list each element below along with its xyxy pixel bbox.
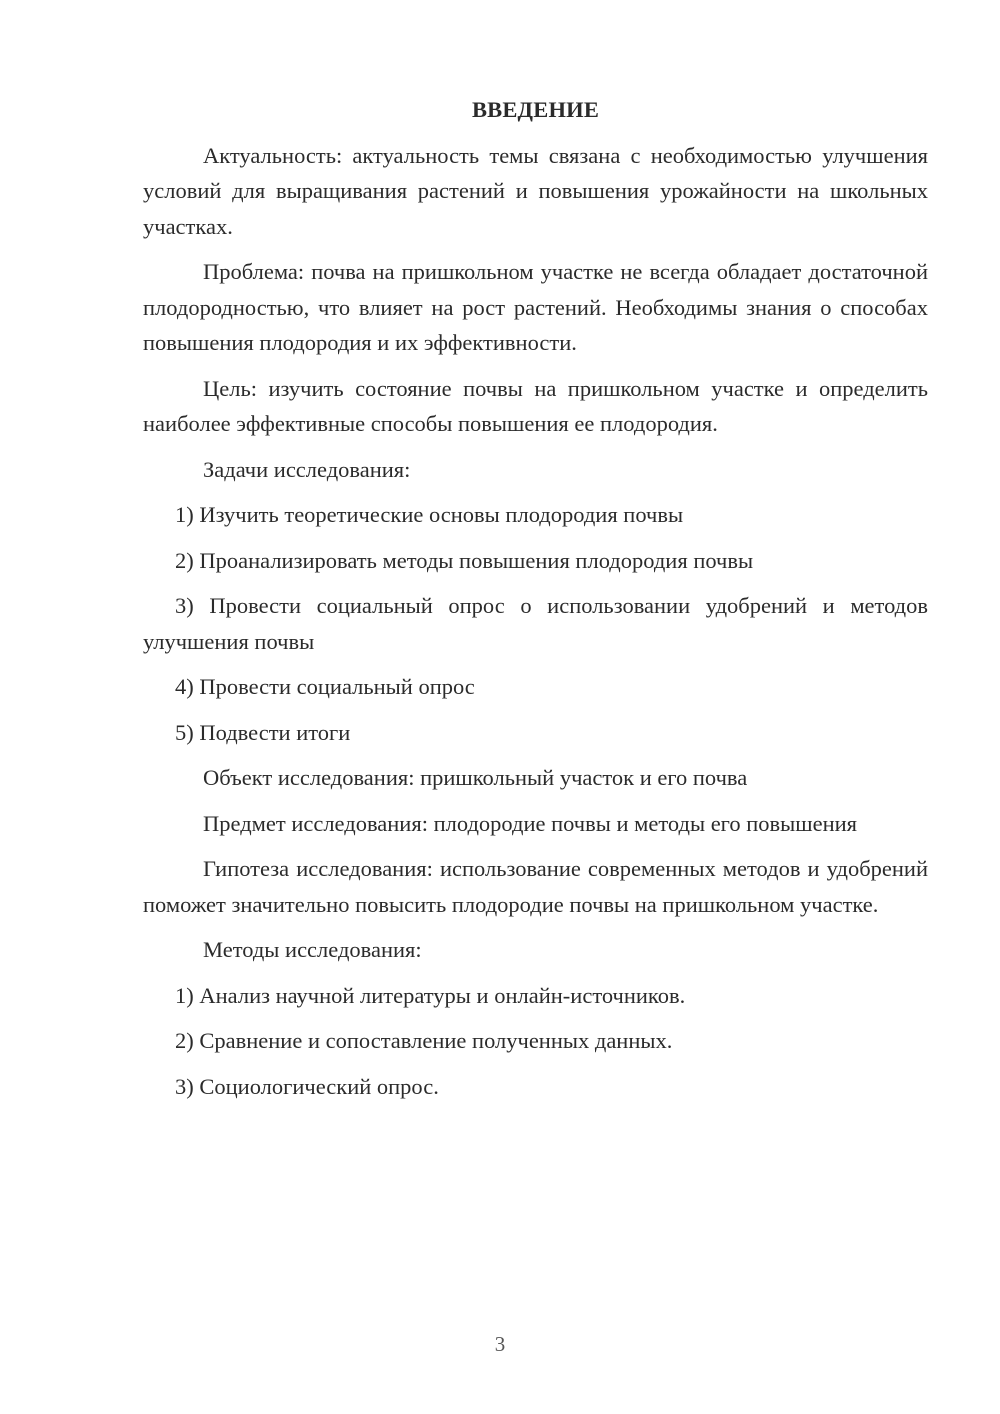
task-item: 3) Провести социальный опрос о использовании удобрений и методов улучшения почвы xyxy=(143,593,928,654)
goal-paragraph: Цель: изучить состояние почвы на пришкольном участке и определить наиболее эффективные способы повышения ее плодородия. xyxy=(143,375,928,436)
page-content xyxy=(143,92,928,1114)
task-item: 2) Проанализировать методы повышения плодородия почвы xyxy=(175,547,754,573)
page-number: 3 xyxy=(494,1332,506,1356)
problem-paragraph: Проблема: почва на пришкольном участке не всегда обладает достаточной плодородностью, что влияет на рост растений. Необходимы знания о способах повышения плодородия и их эффективности. xyxy=(143,259,928,355)
relevance-paragraph: Актуальность: актуальность темы связана с необходимостью улучшения условий для выращивания растений и повышения урожайности на школьных участках. xyxy=(143,142,928,239)
tasks-title: Задачи исследования: xyxy=(203,456,411,482)
task-item: 4) Провести социальный опрос xyxy=(175,674,475,699)
methods-title: Методы исследования: xyxy=(203,937,422,962)
subject-paragraph: Предмет исследования: плодородие почвы и методы его повышения xyxy=(203,810,858,836)
hypothesis-paragraph: Гипотеза исследования: использование современных методов и удобрений поможет значительно повысить плодородие почвы на пришкольном участке. xyxy=(143,856,928,917)
method-item: 2) Сравнение и сопоставление полученных данных. xyxy=(175,1028,673,1053)
object-paragraph: Объект исследования: пришкольный участок и его почва xyxy=(203,765,748,790)
task-item: 5) Подвести итоги xyxy=(175,719,351,745)
method-item: 1) Анализ научной литературы и онлайн-источников. xyxy=(175,982,686,1008)
method-item: 3) Социологический опрос. xyxy=(175,1073,439,1099)
task-item: 1) Изучить теоретические основы плодородия почвы xyxy=(175,502,684,527)
section-heading: ВВЕДЕНИЕ xyxy=(471,97,600,122)
